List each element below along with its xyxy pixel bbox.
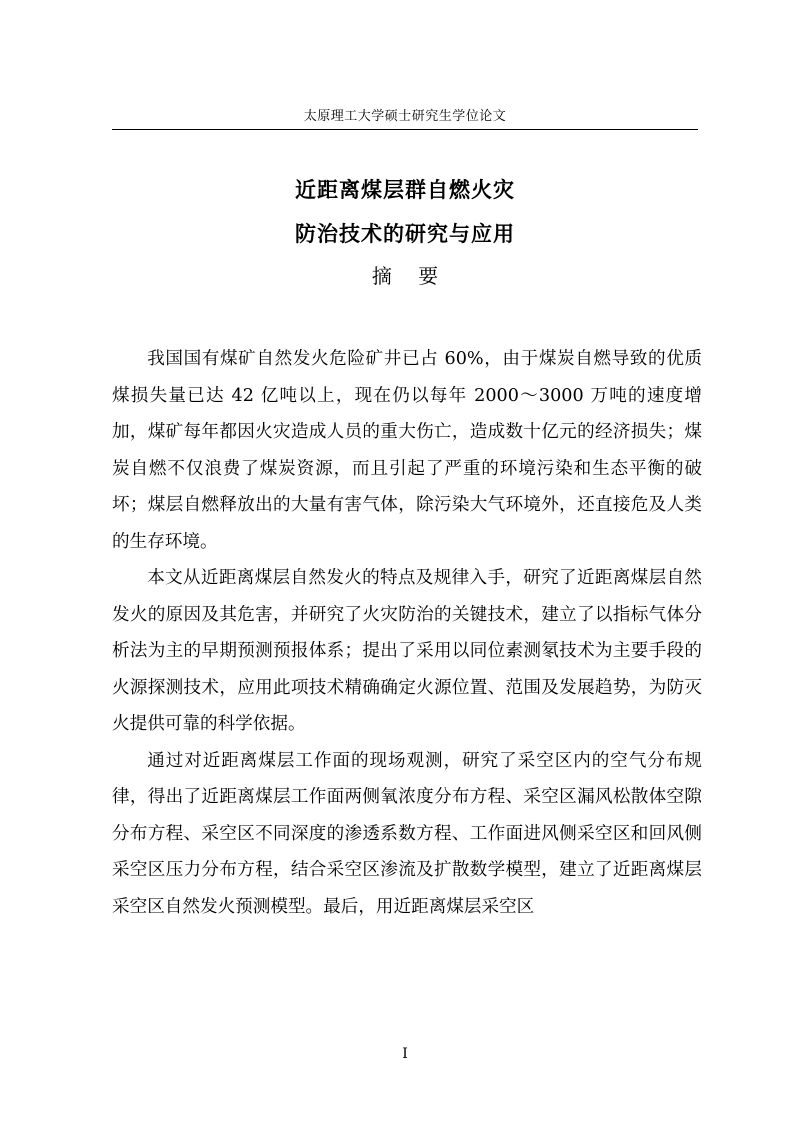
page-number: I xyxy=(402,1046,408,1062)
abstract-paragraph-1: 我国国有煤矿自然发火危险矿井已占 60%，由于煤炭自燃导致的优质煤损失量已达 42 亿吨以上，现在仍以每年 2000～3000 万吨的速度增加，煤矿每年都因火灾造成人员的重大伤亡，造成数十亿元的经济损失；煤炭自燃不仅浪费了煤炭资源，而且引起了严重的环境污染和生态平衡的破坏；煤层自燃释放出的大量有害气体，除污染大气环境外，还直接危及人类的生存环境。 xyxy=(112,349,702,552)
header-rule xyxy=(112,129,698,130)
abstract-paragraph-2: 本文从近距离煤层自然发火的特点及规律入手，研究了近距离煤层自然发火的原因及其危害，并研究了火灾防治的关键技术，建立了以指标气体分析法为主的早期预测预报体系；提出了采用以同位素测氡技术为主要手段的火源探测技术，应用此项技术精确确定火源位置、范围及发展趋势，为防灭火提供可靠的科学依据。 xyxy=(112,568,702,734)
thesis-title-line-1: 近距离煤层群自燃火灾 xyxy=(295,178,515,202)
abstract-paragraph-3: 通过对近距离煤层工作面的现场观测，研究了采空区内的空气分布规律，得出了近距离煤层工作面两侧氧浓度分布方程、采空区漏风松散体空隙分布方程、采空区不同深度的渗透系数方程、工作面进风侧采空区和回风侧采空区压力分布方程，结合采空区渗流及扩散数学模型，建立了近距离煤层采空区自然发火预测模型。最后，用近距离煤层采空区 xyxy=(112,750,702,917)
thesis-title-line-2: 防治技术的研究与应用 xyxy=(295,222,515,246)
abstract-body xyxy=(112,341,702,925)
abstract-heading: 摘 要 xyxy=(371,264,449,288)
running-header: 太原理工大学硕士研究生学位论文 xyxy=(303,109,507,124)
